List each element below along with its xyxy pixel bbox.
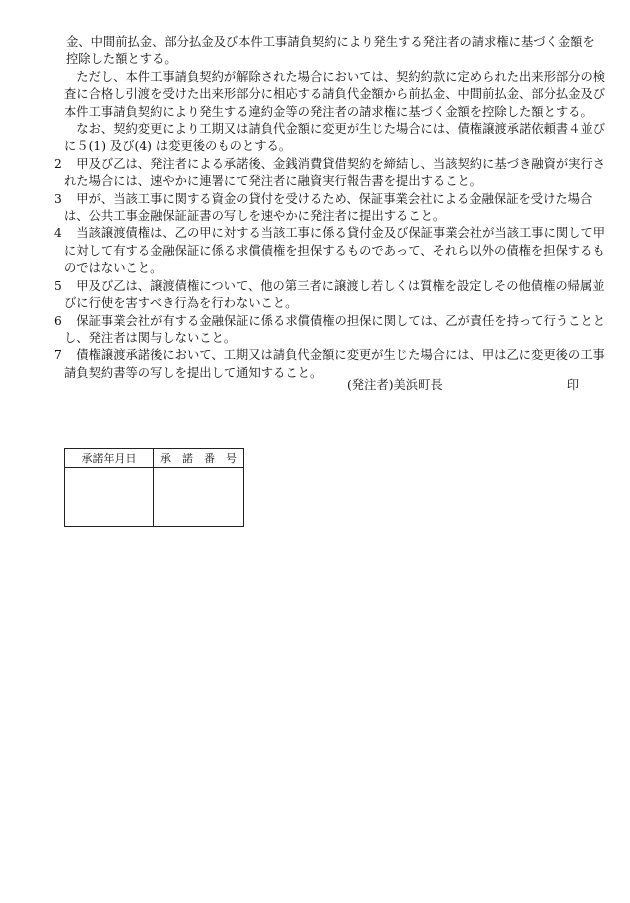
continuation-paragraph-3: なお、契約変更により工期又は請負代金額に変更が生じた場合には、債権譲渡承諾依頼書４並びに５(1) 及び(4) は変更後のものとする。	[64, 122, 606, 154]
continuation-paragraph-2: ただし、本件工事請負契約が解除された場合においては、契約約款に定められた出来形部分の検査に合格し引渡を受けた出来形部分に相応する請負代金額から前払金、中間前払金、部分払金及び本件工事請負契約により発生する違約金等の発注者の請求権に基づく金額を控除した額とする。	[64, 69, 606, 119]
clause-4	[54, 225, 606, 277]
clause-2	[54, 156, 606, 191]
clause-number: 3	[54, 191, 62, 206]
approval-date-cell	[65, 468, 154, 527]
clause-number: 6	[54, 313, 62, 328]
clause-text: 保証事業会社が有する金融保証に係る求償債権の担保に関しては、乙が責任を持って行うこととし、発注者は関与しないこと。	[64, 313, 606, 345]
approval-table	[64, 448, 244, 527]
issuer-label: (発注者)美浜町長	[347, 378, 443, 392]
clause-text: 甲及び乙は、譲渡債権について、他の第三者に譲渡し若しくは質権を設定しその他債権の帰属並びに行使を害すべき行為を行わないこと。	[64, 278, 605, 311]
clause-text: 甲が、当該工事に関する資金の貸付を受けるため、保証事業会社による金融保証を受けた場合は、公共工事金融保証証書の写しを速やかに発注者に提出すること。	[64, 191, 593, 224]
clause-number: 2	[54, 156, 62, 171]
document-body	[54, 34, 606, 382]
clause-3	[54, 191, 606, 226]
approval-number-cell	[154, 468, 244, 527]
approval-number-header: 承 諾 番 号	[154, 449, 244, 468]
clause-number: 7	[54, 348, 62, 363]
clause-list	[54, 156, 606, 382]
clause-5	[54, 278, 606, 313]
clause-text: 債権譲渡承諾後において、工期又は請負代金額に変更が生じた場合には、甲は乙に変更後の工事請負契約書等の写しを提出して通知すること。	[64, 348, 605, 380]
clause-text: 甲及び乙は、発注者による承諾後、金銭消費貸借契約を締結し、当該契約に基づき融資が実行された場合には、速やかに連署にて発注者に融資実行報告書を提出すること。	[64, 156, 606, 189]
approval-date-header: 承諾年月日	[65, 449, 154, 468]
clause-number: 5	[54, 278, 62, 293]
clause-text: 当該譲渡債権は、乙の甲に対する当該工事に係る貸付金及び保証事業会社が当該工事に関して甲に対して有する金融保証に係る求償債権を担保するものであって、それら以外の債権を担保するものではないこと。	[64, 226, 606, 276]
clause-6	[54, 313, 606, 348]
continuation-paragraph-1: 金、中間前払金、部分払金及び本件工事請負契約により発生する発注者の請求権に基づく金額を控除した額とする。	[66, 35, 595, 67]
signature-line	[347, 377, 587, 394]
seal-mark: 印	[566, 378, 579, 392]
clause-number: 4	[54, 226, 62, 241]
